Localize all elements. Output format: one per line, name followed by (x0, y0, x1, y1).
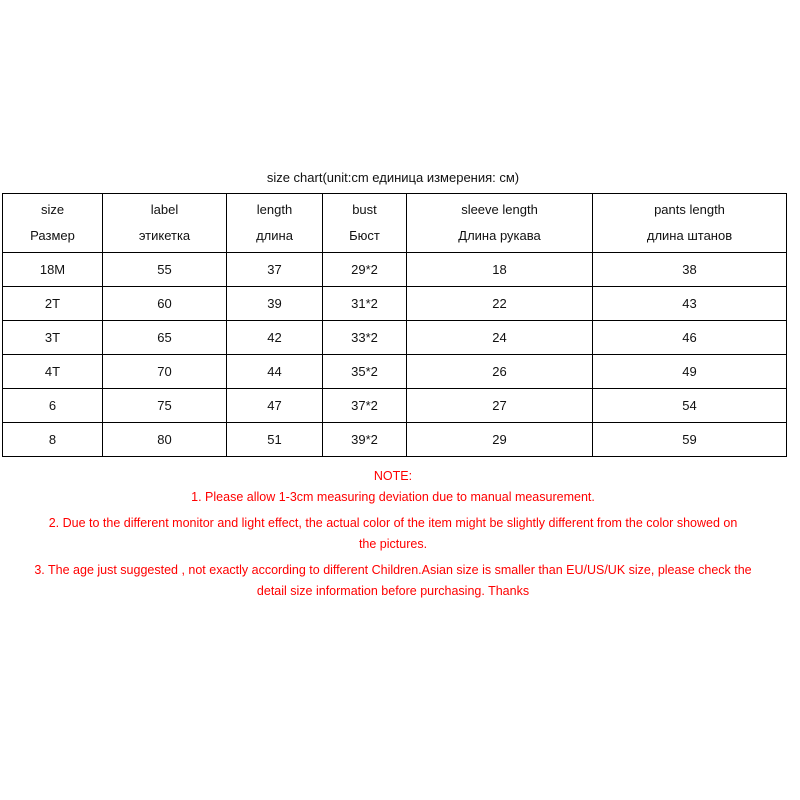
note-3-line-1: 3. The age just suggested , not exactly according to different Children.Asian size is smaller than EU/US/UK size, please check the (34, 563, 752, 577)
note-2-line-1: 2. Due to the different monitor and light effect, the actual color of the item might be slightly different from the color showed on (48, 516, 738, 530)
cell-bust: 29*2 (323, 253, 407, 287)
column-header-length (227, 194, 323, 253)
cell-length: 47 (227, 389, 323, 423)
column-header-ru: Длина рукава (458, 228, 541, 243)
cell-size: 4T (3, 355, 103, 389)
cell-label: 75 (103, 389, 227, 423)
cell-label: 80 (103, 423, 227, 457)
note-1: 1. Please allow 1-3cm measuring deviation due to manual measurement. (191, 490, 595, 504)
cell-label: 55 (103, 253, 227, 287)
table-row (3, 355, 787, 389)
column-header-en: length (256, 202, 293, 217)
cell-sleeve-length: 29 (407, 423, 593, 457)
cell-bust: 33*2 (323, 321, 407, 355)
cell-size: 3T (3, 321, 103, 355)
column-header-en: pants length (654, 202, 725, 217)
cell-bust: 35*2 (323, 355, 407, 389)
column-header-en: sleeve length (461, 202, 538, 217)
cell-pants-length: 43 (593, 287, 787, 321)
size-chart-title: size chart(unit:cm единица измерения: см) (266, 170, 520, 185)
cell-length: 37 (227, 253, 323, 287)
column-header-en: label (150, 202, 179, 217)
cell-sleeve-length: 26 (407, 355, 593, 389)
cell-pants-length: 59 (593, 423, 787, 457)
table-row (3, 287, 787, 321)
notes-section (0, 466, 786, 602)
cell-pants-length: 54 (593, 389, 787, 423)
cell-size: 8 (3, 423, 103, 457)
cell-pants-length: 49 (593, 355, 787, 389)
column-header-pants-length (593, 194, 787, 253)
cell-bust: 39*2 (323, 423, 407, 457)
column-header-bust (323, 194, 407, 253)
note-3-line-2: detail size information before purchasing. Thanks (256, 584, 530, 598)
cell-label: 70 (103, 355, 227, 389)
size-chart-table (2, 193, 787, 457)
column-header-en: bust (352, 202, 377, 217)
cell-label: 60 (103, 287, 227, 321)
cell-length: 39 (227, 287, 323, 321)
cell-sleeve-length: 27 (407, 389, 593, 423)
column-header-ru: длина (256, 228, 293, 243)
table-row (3, 389, 787, 423)
column-header-ru: Размер (30, 228, 75, 243)
cell-bust: 31*2 (323, 287, 407, 321)
column-header-size (3, 194, 103, 253)
cell-bust: 37*2 (323, 389, 407, 423)
table-header-row (3, 194, 787, 253)
cell-size: 6 (3, 389, 103, 423)
cell-size: 18M (3, 253, 103, 287)
cell-size: 2T (3, 287, 103, 321)
table-row (3, 321, 787, 355)
table-row (3, 253, 787, 287)
cell-sleeve-length: 24 (407, 321, 593, 355)
cell-length: 42 (227, 321, 323, 355)
cell-sleeve-length: 22 (407, 287, 593, 321)
column-header-en: size (40, 202, 65, 217)
table-row (3, 423, 787, 457)
cell-label: 65 (103, 321, 227, 355)
note-heading: NOTE: (373, 469, 413, 483)
cell-length: 51 (227, 423, 323, 457)
cell-sleeve-length: 18 (407, 253, 593, 287)
column-header-sleeve-length (407, 194, 593, 253)
column-header-ru: длина штанов (646, 228, 733, 243)
column-header-ru: Бюст (349, 228, 380, 243)
cell-pants-length: 46 (593, 321, 787, 355)
cell-length: 44 (227, 355, 323, 389)
column-header-label (103, 194, 227, 253)
column-header-ru: этикетка (138, 228, 191, 243)
cell-pants-length: 38 (593, 253, 787, 287)
note-2-line-2: the pictures. (358, 537, 428, 551)
